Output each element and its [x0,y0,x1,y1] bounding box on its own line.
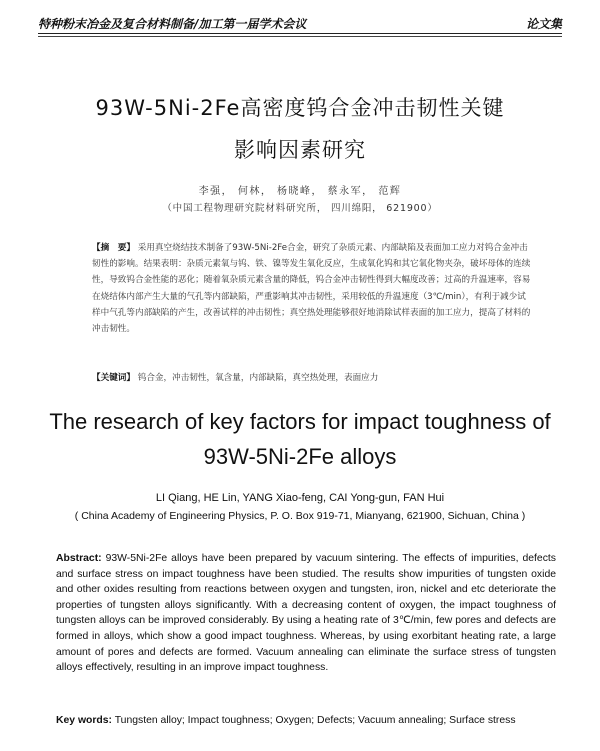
english-title-line-1: The research of key factors for impact toughness of [49,409,551,434]
english-abstract-text: 93W-5Ni-2Fe alloys have been prepared by vacuum sintering. The effects of impurities, defects and surface stress on impact toughness have been studied. The results show impurities of tungsten oxide and other oxides resulting from reactions between oxygen and tungsten, iron, nickel and etc deteriorate the properties of tungsten alloys significantly. With a decreasing content of oxygen, the impact toughness of tungsten alloys can be improved considerably. By using a heating rate of 3℃/min, few pores and defects are formed in alloys, which show a good impact toughness. Whereas, by using exorbitant heating rate, a large amount of pores and defects are formed. Vacuum annealing can eliminate the surface stress of tungsten alloys effectively, resulting in an improve impact toughness. [56,553,556,674]
running-header [38,12,562,32]
chinese-affiliation: （中国工程物理研究院材料研究所， 四川绵阳， 621900） [162,203,438,214]
chinese-abstract [92,240,532,337]
chinese-title-line-1: 93W-5Ni-2Fe高密度钨合金冲击韧性关键 [95,96,505,120]
english-authors: LI Qiang, HE Lin, YANG Xiao-feng, CAI Yong-gun, FAN Hui [155,492,445,504]
chinese-keywords [92,371,532,383]
chinese-keywords-label: 【关键词】 [92,373,135,383]
chinese-authors: 李强， 何林， 杨晓峰， 蔡永军， 范辉 [198,186,402,197]
english-keywords-text: Tungsten alloy; Impact toughness; Oxygen; Defects; Vacuum annealing; Surface stress [114,715,516,726]
chinese-keywords-text: 钨合金，冲击韧性，氧含量，内部缺陷，真空热处理，表面应力 [137,373,379,383]
chinese-abstract-label: 【摘 要】 [92,243,135,253]
proceedings-label: 论文集 [525,17,562,31]
header-rule-thin [38,36,562,37]
header-rule [38,33,562,34]
english-keywords-label: Key words: [56,715,113,726]
english-keywords [56,715,556,726]
chinese-abstract-text: 采用真空烧结技术制备了93W-5Ni-2Fe合金，研究了杂质元素、内部缺陷及表面加工应力对钨合金冲击韧性的影响。结果表明：杂质元素氧与钨、铁、镍等发生氧化反应，生成氧化钨和其它氧化物夹杂，破坏母体的连续性，导致钨合金性能的恶化；随着氧杂质元素含量的降低，钨合金冲击韧性得到大幅度改善；过高的升温速率，容易在烧结体内部产生大量的气孔等内部缺陷，严重影响其冲击韧性，采用较低的升温速度（3℃/min），有利于减少试样中气孔等内部缺陷的产生，改善试样的冲击韧性；真空热处理能够很好地消除试样表面的加工应力，提高了材料的冲击韧性。 [92,243,531,335]
english-abstract-label: Abstract: [56,553,102,564]
conference-title: 特种粉末冶金及复合材料制备/加工第一届学术会议 [38,17,307,31]
chinese-title-line-2: 影响因素研究 [234,138,366,162]
english-title-line-2: 93W-5Ni-2Fe alloys [203,444,397,469]
english-affiliation: ( China Academy of Engineering Physics, P. O. Box 919-71, Mianyang, 621900, Sichuan, China ) [74,510,526,522]
english-abstract [56,551,556,676]
